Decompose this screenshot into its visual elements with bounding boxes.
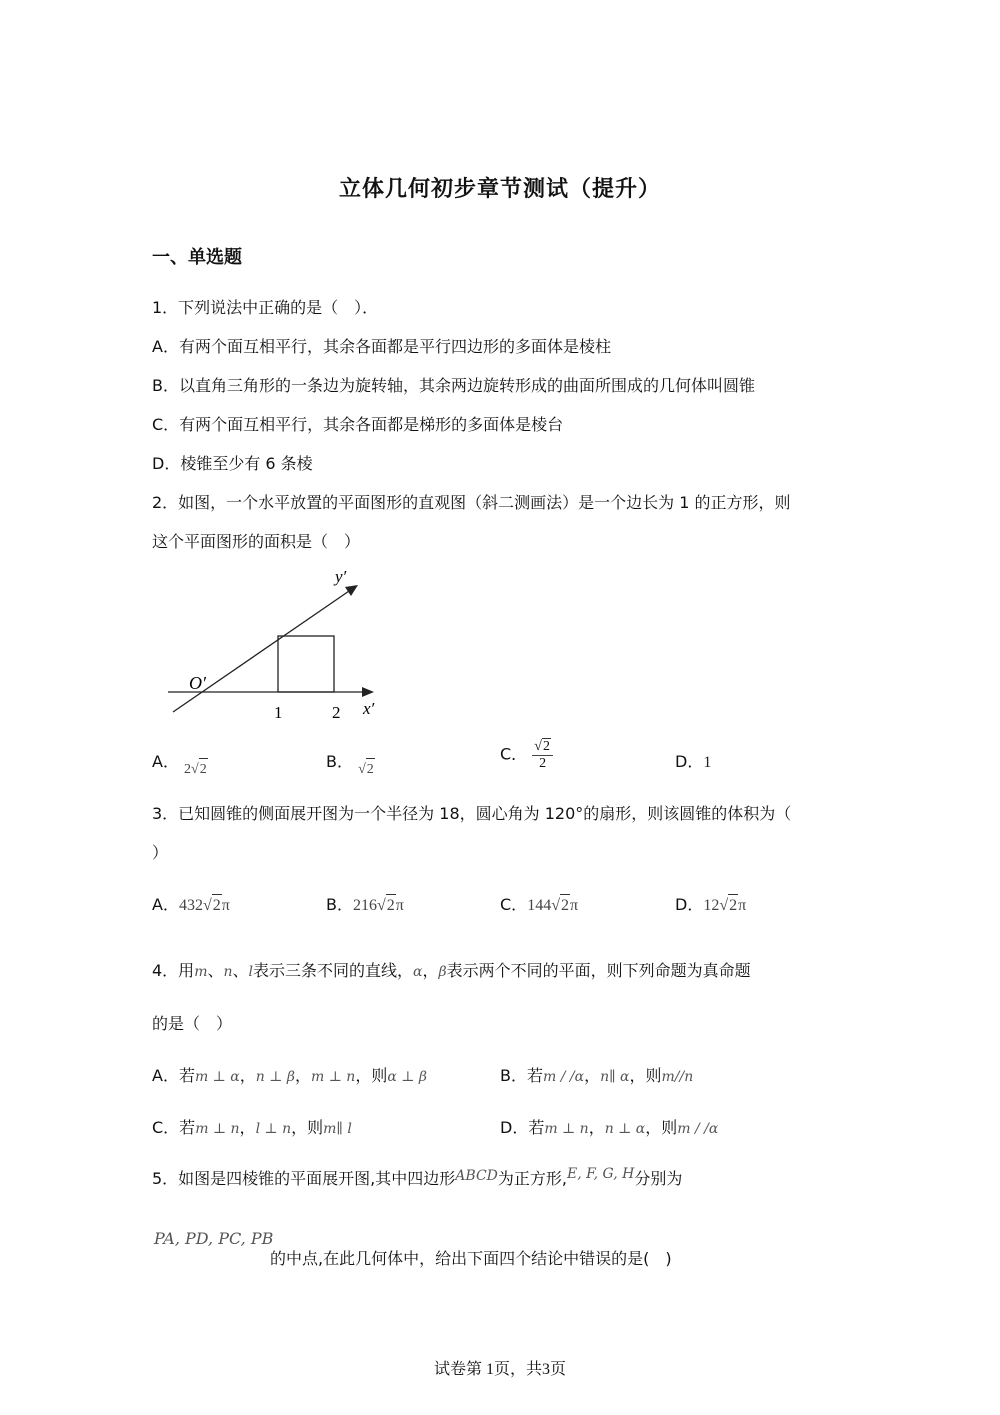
pi: π — [395, 897, 404, 914]
option-label: B． — [326, 752, 353, 771]
square-shape — [278, 636, 334, 692]
sqrt: √2 — [191, 758, 208, 781]
option-label: C． — [500, 895, 528, 914]
radicand: 2 — [728, 894, 738, 917]
points-efgh: E, F, G, H — [566, 1166, 635, 1182]
radicand: 2 — [212, 894, 222, 917]
radicand: 2 — [199, 758, 208, 781]
var-beta: β — [438, 964, 447, 980]
sqrt: √2 — [719, 894, 738, 917]
pi: π — [569, 897, 579, 914]
q2-option-c — [500, 738, 553, 772]
page-title: 立体几何初步章节测试（提升） — [338, 177, 661, 202]
radicand: 2 — [560, 894, 570, 917]
q3-stem-line1: 3．已知圆锥的侧面展开图为一个半径为 18，圆心角为 120°的扇形，则该圆锥的体积为（ — [152, 804, 792, 823]
radicand: 2 — [542, 739, 550, 754]
q3-d-value — [703, 897, 746, 914]
result: m//n — [661, 1069, 694, 1085]
var-alpha: α — [413, 964, 423, 980]
fraction — [532, 738, 553, 772]
sqrt: √2 — [551, 894, 570, 917]
section-heading: 一、单选题 — [152, 247, 242, 268]
radicand: 2 — [386, 894, 396, 917]
text: 、 — [207, 961, 224, 980]
option-label: D． — [675, 895, 704, 914]
coef: 432 — [178, 897, 203, 914]
x-axis-arrow — [362, 687, 374, 697]
origin-label: O′ — [189, 673, 206, 693]
quad-abcd: ABCD — [455, 1168, 498, 1184]
condition: m / /α — [542, 1069, 585, 1085]
pi: π — [221, 897, 230, 914]
y-axis-line — [173, 589, 352, 712]
q4-stem-line2: 的是（ ） — [152, 1014, 233, 1033]
q5-points-pa-pd-pc-pb: PA, PD, PC, PB — [154, 1229, 274, 1248]
pi: π — [738, 897, 747, 914]
q1-option-b: B．以直角三角形的一条边为旋转轴，其余两边旋转形成的曲面所围成的几何体叫圆锥 — [152, 376, 755, 395]
option-label: C．若 — [152, 1118, 196, 1137]
q3-option-a — [152, 894, 230, 917]
numerator — [532, 738, 553, 756]
condition: m ⊥ n — [544, 1121, 589, 1137]
q2-option-a — [152, 751, 208, 775]
result: m / /α — [677, 1121, 719, 1137]
q5-stem-line1 — [152, 1168, 682, 1191]
q3-b-value — [353, 897, 404, 914]
text: ，则 — [629, 1066, 662, 1085]
option-label: D．若 — [500, 1118, 545, 1137]
sqrt: √2 — [203, 894, 222, 917]
option-label: A．若 — [152, 1066, 195, 1085]
condition: m ⊥ n — [310, 1069, 356, 1085]
text: ，则 — [355, 1066, 388, 1085]
q1-stem: 1．下列说法中正确的是（ ）． — [152, 298, 379, 317]
var-m: m — [194, 964, 208, 980]
q4-option-c — [152, 1117, 352, 1140]
q4-option-a — [152, 1065, 427, 1088]
coef: 144 — [527, 897, 552, 914]
condition: l ⊥ n — [255, 1121, 292, 1137]
option-label: B．若 — [500, 1066, 543, 1085]
q3-c-value — [527, 897, 578, 914]
text: ， — [239, 1118, 256, 1137]
option-label: C． — [500, 744, 528, 764]
text: ， — [239, 1066, 256, 1085]
q4-option-b — [500, 1065, 693, 1088]
condition: n ⊥ β — [255, 1069, 295, 1085]
q2-d-value: 1 — [703, 754, 712, 771]
text: ， — [584, 1066, 601, 1085]
q2-oblique-figure — [160, 562, 390, 732]
y-axis-label: y′ — [335, 567, 347, 586]
condition: n ⊥ α — [604, 1121, 646, 1137]
option-label: B． — [326, 895, 353, 914]
q3-stem-line2: ） — [152, 843, 169, 862]
q4-option-d — [500, 1117, 718, 1140]
tick-label-1: 1 — [274, 703, 283, 722]
tick-label-2: 2 — [332, 703, 341, 722]
sqrt: √2 — [377, 894, 396, 917]
q1-option-a: A．有两个面互相平行，其余各面都是平行四边形的多面体是棱柱 — [152, 337, 611, 356]
var-n: n — [223, 964, 233, 980]
text: ， — [422, 961, 439, 980]
q2-stem-line1: 2．如图，一个水平放置的平面图形的直观图（斜二测画法）是一个边长为 1 的正方形，则 — [152, 493, 791, 512]
text: 表示两个不同的平面，则下列命题为真命题 — [446, 961, 751, 980]
text: 为正方形, — [497, 1169, 567, 1188]
text: ，则 — [291, 1118, 324, 1137]
option-label: A． — [152, 752, 179, 771]
var-l: l — [248, 964, 254, 980]
y-axis-arrow — [345, 585, 358, 596]
text: 表示三条不同的直线， — [253, 961, 414, 980]
q2-option-b — [326, 751, 375, 775]
sqrt: √2 — [358, 758, 375, 781]
text: 4．用 — [152, 961, 195, 980]
radicand: 2 — [366, 758, 375, 781]
result: α ⊥ β — [387, 1069, 427, 1085]
q3-option-c — [500, 894, 578, 917]
text: ， — [588, 1118, 605, 1137]
x-axis-label: x′ — [363, 699, 375, 718]
q2-option-d — [675, 751, 711, 774]
q2-b-value — [358, 762, 375, 777]
q2-stem-line2: 这个平面图形的面积是（ ） — [152, 532, 361, 551]
q3-option-d — [675, 894, 746, 917]
option-label: D． — [675, 752, 704, 771]
text: ，则 — [645, 1118, 678, 1137]
q3-option-b — [326, 894, 404, 917]
text: ， — [294, 1066, 311, 1085]
coef: 2 — [184, 762, 192, 777]
result: m∥ l — [323, 1121, 352, 1137]
option-label: A． — [152, 895, 179, 914]
text: 、 — [232, 961, 249, 980]
denominator: 2 — [539, 756, 547, 771]
page-footer: 试卷第 1页，共3页 — [433, 1361, 566, 1378]
text: 分别为 — [634, 1169, 683, 1188]
q5-stem-line2: 的中点,在此几何体中，给出下面四个结论中错误的是( ) — [270, 1249, 672, 1268]
condition: n∥ α — [600, 1069, 630, 1085]
coef: 12 — [703, 897, 720, 914]
q4-stem-line1 — [152, 960, 751, 983]
q1-option-c: C．有两个面互相平行，其余各面都是梯形的多面体是棱台 — [152, 415, 564, 434]
condition: m ⊥ n — [195, 1121, 240, 1137]
sqrt: √2 — [534, 739, 550, 754]
q1-option-d: D．棱锥至少有 6 条棱 — [152, 454, 313, 473]
q3-a-value — [179, 897, 230, 914]
q2-a-value — [184, 762, 208, 777]
coef: 216 — [352, 897, 377, 914]
condition: m ⊥ α — [194, 1069, 240, 1085]
text: 5．如图是四棱锥的平面展开图,其中四边形 — [152, 1169, 456, 1188]
